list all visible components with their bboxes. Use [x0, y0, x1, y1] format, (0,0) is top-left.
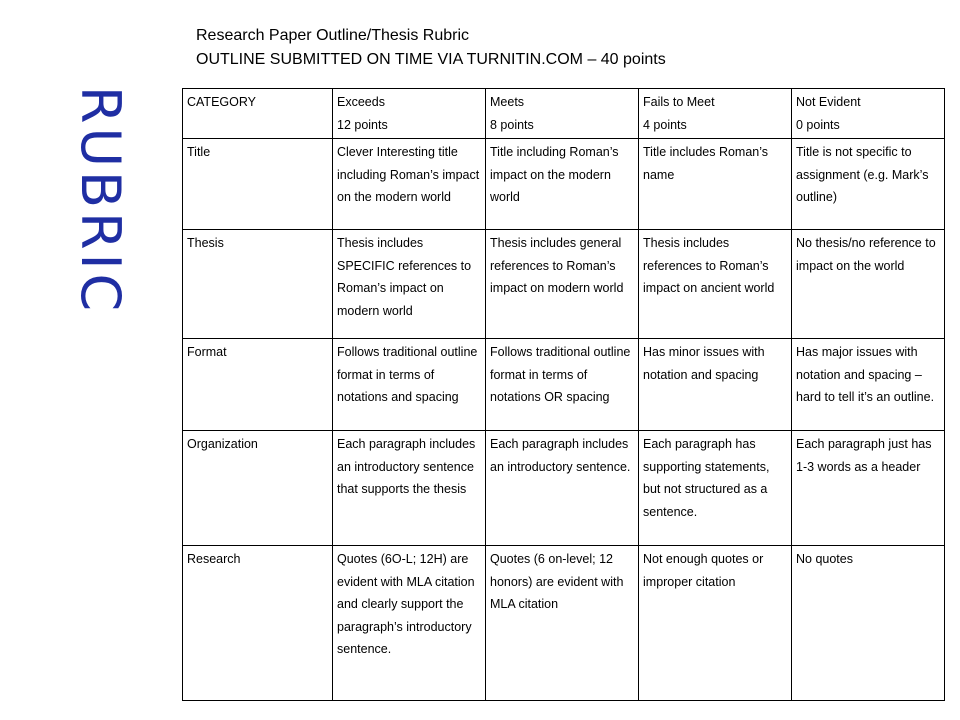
not-evident-cell: No quotes — [792, 546, 945, 701]
table-row — [183, 339, 945, 431]
meets-cell: Follows traditional outline format in terms of notations OR spacing — [486, 339, 639, 431]
meets-cell: Each paragraph includes an introductory sentence. — [486, 431, 639, 546]
exceeds-cell: Follows traditional outline format in terms of notations and spacing — [333, 339, 486, 431]
column-label: Meets — [490, 95, 525, 109]
fails-cell: Has minor issues with notation and spacing — [639, 339, 792, 431]
not-evident-cell: Each paragraph just has 1-3 words as a header — [792, 431, 945, 546]
header-title: Research Paper Outline/Thesis Rubric — [196, 27, 470, 44]
column-points: 4 points — [643, 117, 687, 132]
fails-cell: Each paragraph has supporting statements, but not structured as a sentence. — [639, 431, 792, 546]
exceeds-cell: Each paragraph includes an introductory sentence that supports the thesis — [333, 431, 486, 546]
not-evident-cell: Title is not specific to assignment (e.g. Mark’s outline) — [792, 139, 945, 230]
not-evident-cell: No thesis/no reference to impact on the world — [792, 230, 945, 339]
fails-cell: Title includes Roman’s name — [639, 139, 792, 230]
category-cell: Title — [183, 139, 333, 230]
meets-cell: Title including Roman’s impact on the modern world — [486, 139, 639, 230]
header-cell-category — [183, 89, 333, 139]
table-row — [183, 230, 945, 339]
header-cell-fails — [639, 89, 792, 139]
column-label: Not Evident — [796, 95, 861, 109]
meets-cell: Thesis includes general references to Roman’s impact on modern world — [486, 230, 639, 339]
rubric-table — [182, 88, 945, 701]
rubric-side-title: RUBRIC — [69, 86, 132, 316]
column-label: Fails to Meet — [643, 95, 715, 109]
column-points: 0 points — [796, 117, 840, 132]
table-header-row — [183, 89, 945, 139]
column-label: CATEGORY — [187, 95, 256, 109]
column-points: 12 points — [337, 117, 388, 132]
fails-cell: Thesis includes references to Roman’s impact on ancient world — [639, 230, 792, 339]
column-points: 8 points — [490, 117, 534, 132]
table-row — [183, 431, 945, 546]
table-row — [183, 139, 945, 230]
table-row — [183, 546, 945, 701]
category-cell: Format — [183, 339, 333, 431]
header-cell-exceeds — [333, 89, 486, 139]
fails-cell: Not enough quotes or improper citation — [639, 546, 792, 701]
category-cell: Thesis — [183, 230, 333, 339]
header-cell-not-evident — [792, 89, 945, 139]
column-label: Exceeds — [337, 95, 385, 109]
exceeds-cell: Quotes (6O-L; 12H) are evident with MLA citation and clearly support the paragraph’s introductory sentence. — [333, 546, 486, 701]
not-evident-cell: Has major issues with notation and spacing – hard to tell it’s an outline. — [792, 339, 945, 431]
category-cell: Research — [183, 546, 333, 701]
exceeds-cell: Clever Interesting title including Roman’s impact on the modern world — [333, 139, 486, 230]
document-header — [196, 24, 666, 72]
category-cell: Organization — [183, 431, 333, 546]
header-subtitle: OUTLINE SUBMITTED ON TIME VIA TURNITIN.COM – 40 points — [196, 51, 666, 68]
meets-cell: Quotes (6 on-level; 12 honors) are evident with MLA citation — [486, 546, 639, 701]
exceeds-cell: Thesis includes SPECIFIC references to Roman’s impact on modern world — [333, 230, 486, 339]
header-cell-meets — [486, 89, 639, 139]
